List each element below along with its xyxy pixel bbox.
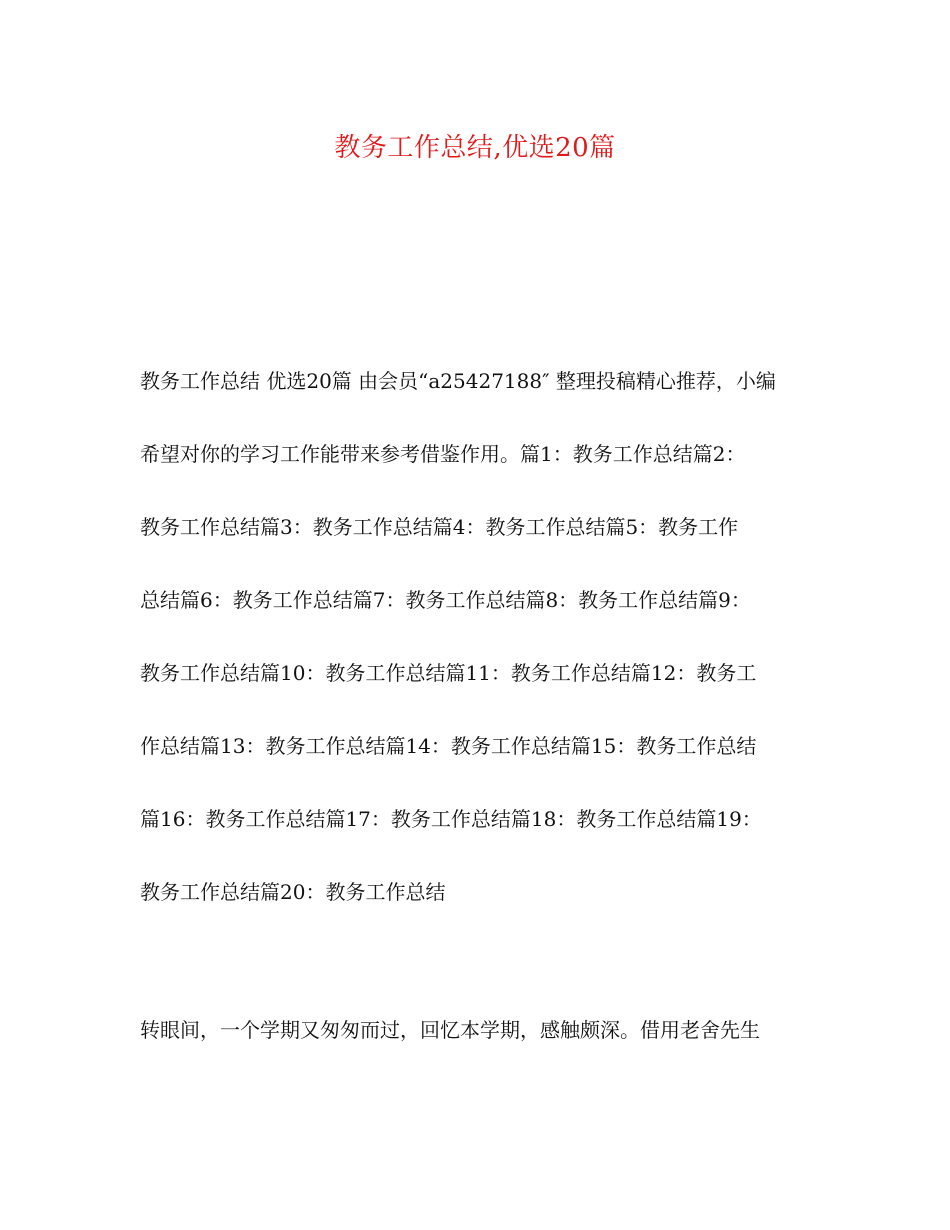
text-line: 教务工作总结篇10：教务工作总结篇11：教务工作总结篇12：教务工 (140, 661, 757, 685)
text-line: 作总结篇13：教务工作总结篇14：教务工作总结篇15：教务工作总结 (140, 734, 757, 758)
text-line: 希望对你的学习工作能带来参考借鉴作用。篇1：教务工作总结篇2： (140, 442, 746, 466)
text-line: 教务工作总结篇3：教务工作总结篇4：教务工作总结篇5：教务工作 (140, 515, 739, 539)
text-line: 篇16：教务工作总结篇17：教务工作总结篇18：教务工作总结篇19： (140, 807, 762, 831)
text-line: 总结篇6：教务工作总结篇7：教务工作总结篇8：教务工作总结篇9： (140, 588, 751, 612)
document-title: 教务工作总结,优选20篇 (334, 133, 616, 163)
text-line: 教务工作总结 优选20篇 由会员“a25427188″ 整理投稿精心推荐，小编 (140, 369, 776, 393)
body-paragraph (140, 994, 820, 1067)
text-line: 转眼间，一个学期又匆匆而过，回忆本学期，感触颇深。借用老舍先生 (140, 1018, 760, 1042)
text-line: 教务工作总结篇20：教务工作总结 (140, 880, 446, 904)
intro-paragraph (140, 345, 820, 929)
